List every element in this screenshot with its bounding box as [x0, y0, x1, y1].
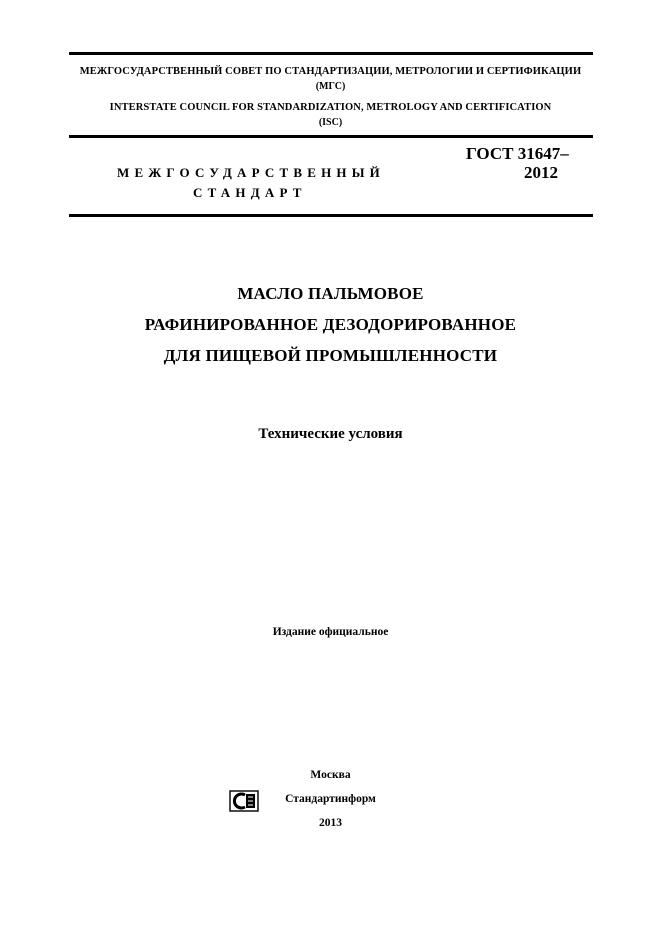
publisher-city: Москва — [310, 769, 351, 781]
top-rule — [69, 52, 593, 55]
title-line1: МАСЛО ПАЛЬМОВОЕ — [237, 284, 424, 303]
gost-number: ГОСТ 31647– — [466, 144, 569, 163]
gost-year: 2012 — [524, 163, 558, 182]
header-rule — [69, 135, 593, 138]
edition-label: Издание официальное — [272, 626, 389, 638]
document-subtitle: Технические условия — [258, 426, 403, 442]
title-line2: РАФИНИРОВАННОЕ ДЕЗОДОРИРОВАННОЕ — [144, 315, 517, 334]
standard-type-line1: МЕЖГОСУДАРСТВЕННЫЙ — [117, 165, 385, 180]
council-name-ru: МЕЖГОСУДАРСТВЕННЫЙ СОВЕТ ПО СТАНДАРТИЗАЦИИ, МЕТРОЛОГИИ И СЕРТИФИКАЦИИ — [79, 66, 582, 77]
standard-type-line2: СТАНДАРТ — [193, 185, 307, 200]
standartinform-logo-icon — [229, 790, 259, 812]
council-name-en: INTERSTATE COUNCIL FOR STANDARDIZATION, METROLOGY AND CERTIFICATION — [109, 102, 552, 113]
publication-year: 2013 — [319, 817, 342, 829]
council-abbr-en: (ISC) — [318, 117, 343, 128]
publisher-name: Стандартинформ — [285, 793, 376, 805]
council-abbr-ru: (МГС) — [315, 81, 346, 92]
title-line3: ДЛЯ ПИЩЕВОЙ ПРОМЫШЛЕННОСТИ — [163, 346, 498, 365]
standard-rule — [69, 214, 593, 217]
